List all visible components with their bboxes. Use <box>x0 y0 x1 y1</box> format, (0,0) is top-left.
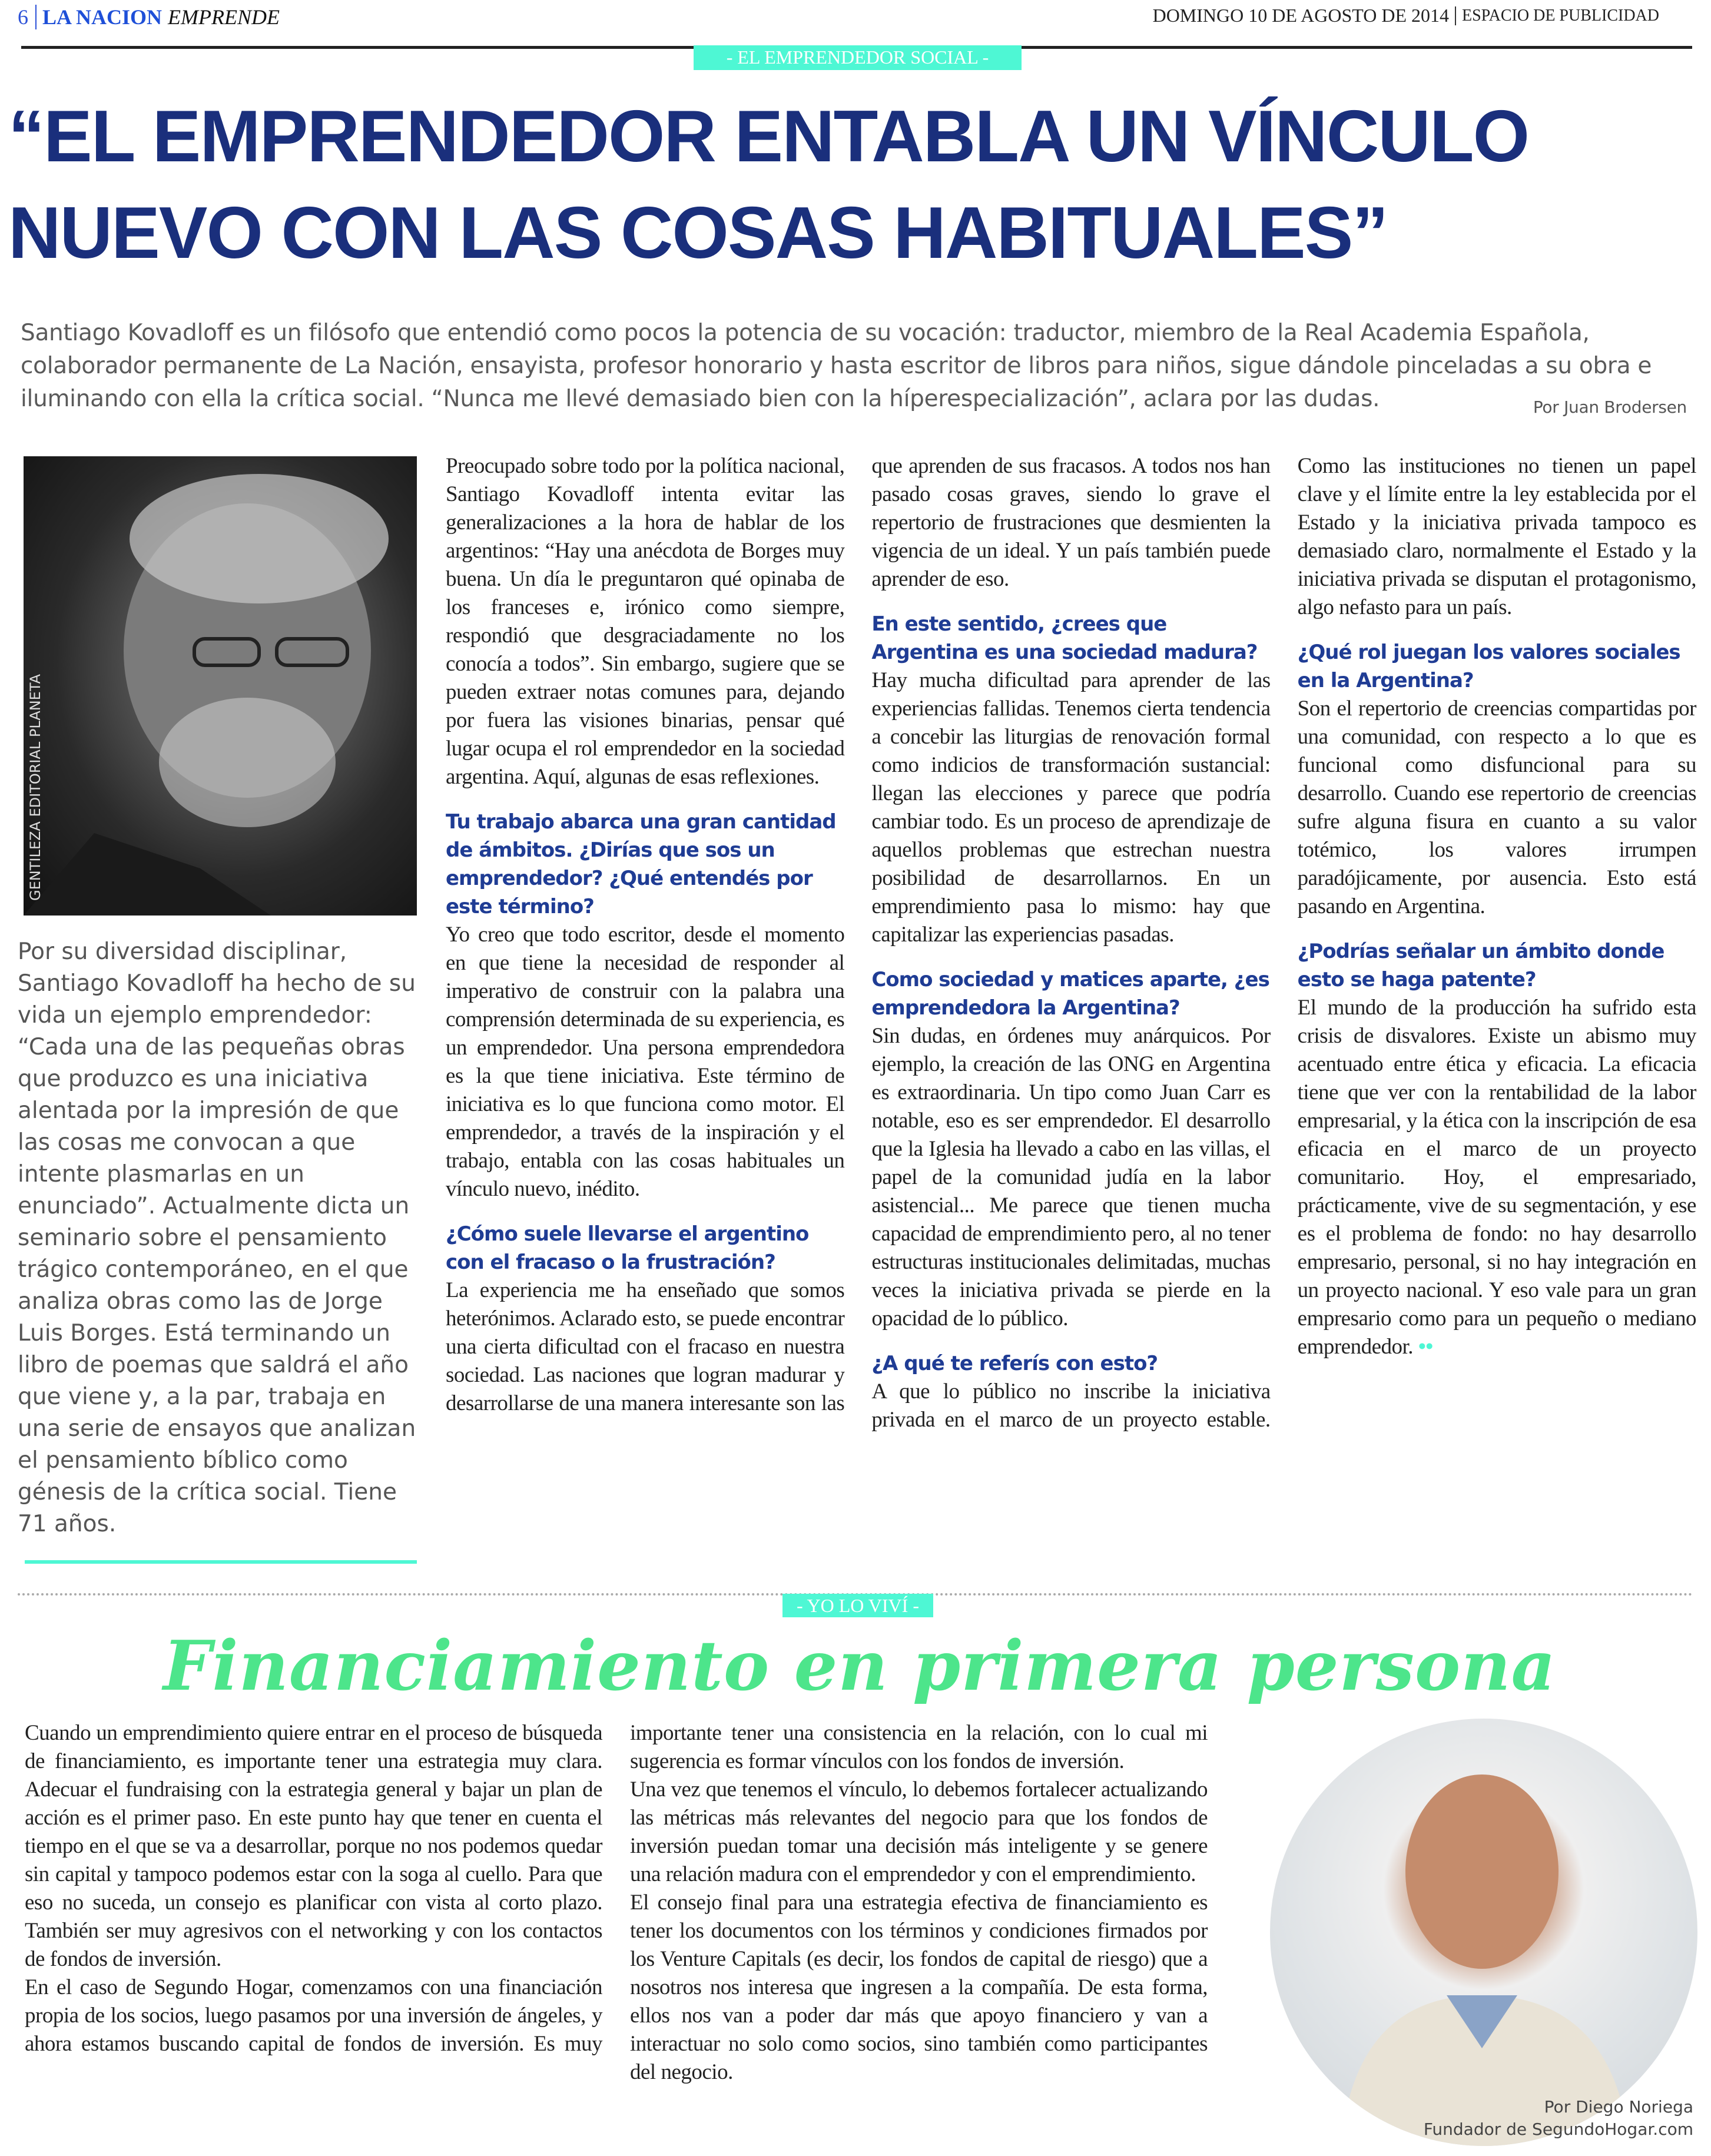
question: ¿Cómo suele llevarse el argentino con el fracaso o la frustración? <box>446 1222 809 1274</box>
paragraph: Cuando un emprendimiento quiere entrar en el proceso de búsqueda de financiamiento, es importante tener una estrategia muy clara. Adecuar el fundraising con la estrategia general y bajar un plan de acción es el primer paso. En este punto hay que tener en cuenta el tiempo en el que se va a desarrollar, porque no nos podemos quedar sin capital y tampoco podemos estar con la soga al cuello. Para que eso no suceda, un consejo es planificar con vista al corto plazo. También ser muy agresivos con el networking y con los contactos de fondos de inversión. <box>25 1721 602 1971</box>
page-header-right <box>1153 5 1659 26</box>
question: Como sociedad y matices aparte, ¿es emprendedora la Argentina? <box>871 968 1269 1020</box>
article-title: “EL EMPRENDEDOR ENTABLA UN VÍNCULO NUEVO CON LAS COSAS HABITUALES” <box>8 96 1529 274</box>
paragraph: En el caso de Segundo Hogar, comenzamos con una financiación propia de los socios, luego pasamos por una inversión de ángeles, y ahora estamos buscando capital de fondos de inversión. Es muy importante tener una consistencia en la relación, con lo cual mi sugerencia es formar vínculos con los fondos de inversión. <box>25 1721 1208 2056</box>
question: ¿A qué te referís con esto? <box>871 1352 1158 1375</box>
column-body <box>25 1719 1208 2087</box>
paragraph: Una vez que tenemos el vínculo, lo debemos fortalecer actualizando las métricas más relevantes del negocio para que los fondos de inversión puedan tomar una decisión más inteligente y se genere una relación madura con el emprendedor y con el emprendimiento. <box>630 1777 1208 1886</box>
article-body <box>446 452 1696 1434</box>
question: En este sentido, ¿crees que Argentina es una sociedad madura? <box>871 612 1258 664</box>
answer: Hay mucha dificultad para aprender de las experiencias fallidas. Tenemos cierta tendencia a concebir las liturgias de renovación formal como indicios de transformación sustancial: llegan las elecciones y parece que podría cambiar todo. Es un proceso de aprendizaje de aquellos problemas que estrechan nuestra posibilidad de desarrollarnos. En un emprendimiento pasa lo mismo: hay que capitalizar las experiencias pasadas. <box>871 668 1271 947</box>
byline: Por Juan Brodersen <box>1533 397 1687 417</box>
photo-credit: GENTILEZA EDITORIAL PLANETA <box>27 674 44 901</box>
sidebar-bio: Por su diversidad disciplinar, Santiago Kovadloff ha hecho de su vida un ejemplo emprendedor: “Cada una de las pequeñas obras que produzco es una iniciativa alentada por la impresión de que las cosas me convocan a que intente plasmarlas en un enunciado”. Actualmente dicta un seminario sobre el pensamiento trágico contemporáneo, en el que analiza obras como las de Jorge Luis Borges. Está terminando un libro de poemas que saldrá el año que viene y, a la par, trabaja en una serie de ensayos que analizan el pensamiento bíblico como génesis de la crítica social. Tiene 71 años. <box>18 938 416 1537</box>
portrait-image <box>24 456 417 916</box>
end-mark: •• <box>1418 1335 1433 1359</box>
portrait-photo <box>24 456 417 916</box>
page-header-left <box>18 5 280 29</box>
paragraph: El consejo final para una estrategia efectiva de financiamiento es tener los documentos con los términos y condiciones firmados por los Venture Capitals (es decir, los fondos de capital de riesgo) que a nosotros nos interesa que ingresen a la compañía. De esta forma, ellos nos van a poder dar más que apoyo financiero y van a interactuar no solo como socios, sino también como participantes del negocio. <box>630 1890 1208 2084</box>
question: ¿Qué rol juegan los valores sociales en la Argentina? <box>1297 641 1680 692</box>
section-name: EMPRENDE <box>168 5 280 29</box>
author-name: Por Diego Noriega <box>1544 2097 1693 2117</box>
answer: La experiencia me ha enseñado que somos heterónimos. Aclarado esto, se puede encontrar una cierta dificultad con el fracaso en nuestra sociedad. Las naciones que logran madurar y desarrollarse de una manera interesante son las que aprenden de sus fracasos. A todos nos han pasado cosas graves, siendo lo grave el repertorio de frustraciones que desmienten la vigencia de un ideal. Y un país también puede aprender de eso. <box>446 454 1271 1415</box>
publicity-label: ESPACIO DE PUBLICIDAD <box>1455 6 1659 25</box>
lead-paragraph: Preocupado sobre todo por la política nacional, Santiago Kovadloff intenta evitar las generalizaciones a la hora de hablar de los argentinos: “Hay una anécdota de Borges muy buena. Un día le preguntaron qué opinaba de los franceses e, irónico como siempre, respondió que desgraciadamente no los conocía a todos”. Sin embargo, sugiere que se pueden extraer notas comunes para, dejando por fuera las visiones binarias, pensar qué lugar ocupa el rol emprendedor en la sociedad argentina. Aquí, algunas de esas reflexiones. <box>446 454 845 789</box>
column-tag: - YO LO VIVÍ - <box>782 1594 933 1617</box>
answer: El mundo de la producción ha sufrido esta crisis de disvalores. Existe un abismo muy acentuado entre ética y eficacia. La eficacia tiene que ver con la rentabilidad de la labor empresarial, y la ética con la inscripción de esa eficacia en el marco de un proyecto comunitario. Hoy, el empresariado, prácticamente, vive de su segmentación, y ese es el problema de fondo: no hay desarrollo empresario, personal, si no hay integración en un proyecto nacional. Y eso vale para un gran empresario como para un pequeño o mediano emprendedor. <box>1297 996 1696 1359</box>
answer: Yo creo que todo escritor, desde el momento en que tiene la necesidad de responder al imperativo de construir con la palabra una comprensión determinada de su experiencia, es un emprendedor. Una persona emprendedora es la que tiene iniciativa. Este término de iniciativa es lo que funciona como motor. El emprendedor, a través de la inspiración y el trabajo, entabla con las cosas habituales un vínculo nuevo, inédito. <box>446 923 845 1201</box>
issue-date: DOMINGO 10 DE AGOSTO DE 2014 <box>1152 5 1449 26</box>
author-role: Fundador de SegundoHogar.com <box>1423 2119 1693 2139</box>
answer: Son el repertorio de creencias compartidas por una comunidad, con respecto a lo que es funcional como disfuncional para su desarrollo. Cuando ese repertorio de creencias sufre alguna fisura en cuanto a su valor totémico, los valores irrumpen paradójicamente, por ausencia. Esto está pasando en Argentina. <box>1297 696 1696 918</box>
answer: A que lo público no inscribe la iniciativa privada en el marco de un proyecto estable. Como las instituciones no tienen un papel clave y el límite entre la ley establecida por el Estado y la iniciativa privada tampoco es demasiado claro, normalmente el Estado y la iniciativa privada se disputan el protagonismo, algo nefasto para un país. <box>871 454 1696 1432</box>
sidebar-rule <box>25 1560 417 1564</box>
question: Tu trabajo abarca una gran cantidad de ámbitos. ¿Dirías que sos un emprendedor? ¿Qué entendés por este término? <box>446 810 836 918</box>
author-photo <box>1270 1719 1697 2146</box>
question: ¿Podrías señalar un ámbito donde esto se haga patente? <box>1297 940 1664 991</box>
answer: Sin dudas, en órdenes muy anárquicos. Por ejemplo, la creación de las ONG en Argentina es extraordinaria. Un tipo como Juan Carr es notable, eso es ser emprendedor. El desarrollo que la Iglesia ha llevado a cabo en las villas, el papel de la comunidad judía en la labor asistencial... Me parece que tienen mucha capacidad de emprendimiento pero, al no tener estructuras institucionales delimitadas, muchas veces la iniciativa privada se pierde en la opacidad de lo público. <box>871 1024 1271 1331</box>
brand-name: LA NACION <box>42 5 163 29</box>
intro-text: Santiago Kovadloff es un filósofo que entendió como pocos la potencia de su vocación: traductor, miembro de la Real Academia Española, colaborador permanente de La Nación, ensayista, profesor honorario y hasta escritor de libros para niños, sigue dándole pinceladas a su obra e iluminando con ella la crítica social. “Nunca me llevé demasiado bien con la híperespecialización”, aclara por las dudas. <box>21 320 1652 412</box>
article-intro <box>21 317 1687 424</box>
author-image <box>1270 1719 1697 2146</box>
author-caption <box>1424 2096 1693 2141</box>
section-tag: - EL EMPRENDEDOR SOCIAL - <box>694 45 1022 70</box>
column-title: Financiamiento en primera persona <box>163 1626 1556 1706</box>
page-number: 6 <box>18 5 37 29</box>
answer-last <box>1298 994 1696 1361</box>
